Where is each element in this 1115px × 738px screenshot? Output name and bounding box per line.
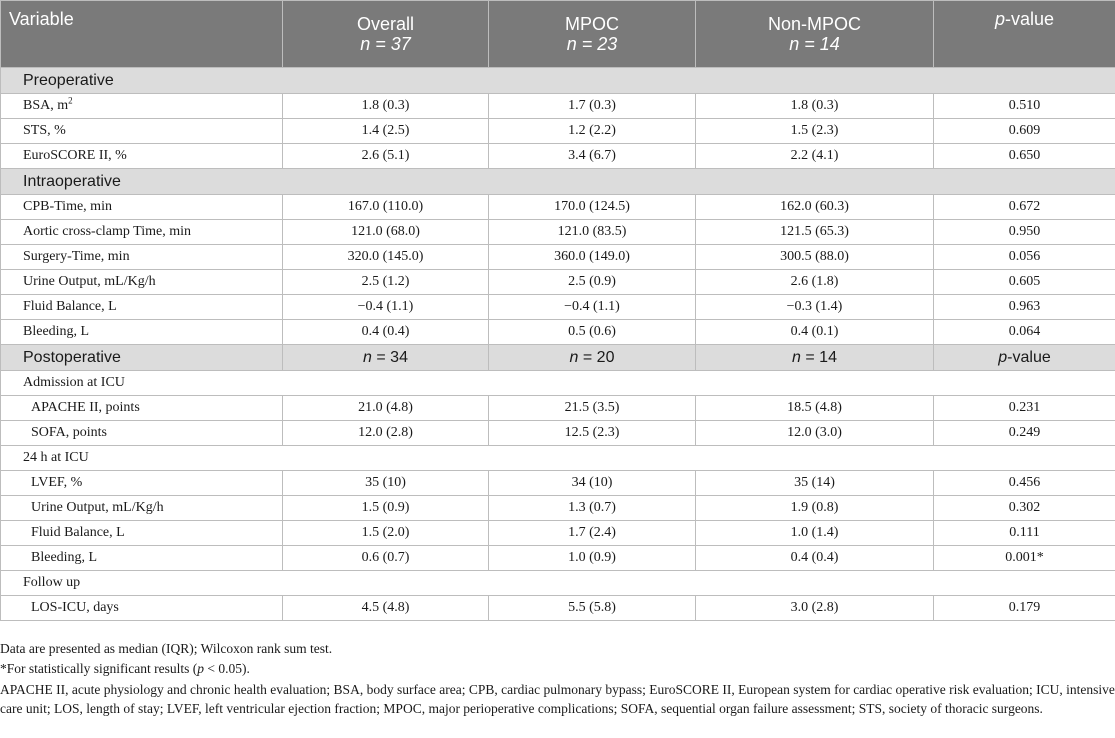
cell-mpoc: 1.2 (2.2) [489,119,696,144]
cell-pvalue: 0.963 [934,295,1115,320]
table-row [1,396,1115,421]
table-row [1,320,1115,345]
subsection-followup [1,571,1115,596]
cell-overall: 1.5 (2.0) [283,521,489,546]
row-label: Fluid Balance, L [1,521,283,546]
header-mpoc-label: MPOC [565,14,619,34]
table-row [1,596,1115,621]
n-letter: n [363,349,372,366]
post-n-non-mpoc [696,345,934,371]
cell-non-mpoc: 1.0 (1.4) [696,521,934,546]
cell-pvalue: 0.302 [934,496,1115,521]
row-label: LVEF, % [1,471,283,496]
n-value: = 20 [582,349,615,366]
cell-non-mpoc: 18.5 (4.8) [696,396,934,421]
section-title: Intraoperative [1,169,1115,195]
cell-non-mpoc: 1.9 (0.8) [696,496,934,521]
cell-non-mpoc: 300.5 (88.0) [696,245,934,270]
cell-mpoc: 1.7 (2.4) [489,521,696,546]
row-label: Bleeding, L [1,546,283,571]
table-row [1,521,1115,546]
header-nonmpoc-label: Non-MPOC [767,14,861,34]
cell-pvalue: 0.605 [934,270,1115,295]
row-label: APACHE II, points [1,396,283,421]
subsection-24h [1,446,1115,471]
header-row [1,1,1115,68]
cell-pvalue: 0.456 [934,471,1115,496]
row-label: CPB-Time, min [1,195,283,220]
section-preoperative [1,68,1115,94]
cell-pvalue: 0.179 [934,596,1115,621]
subsection-title: Admission at ICU [1,371,1115,396]
n-letter: n [569,349,579,366]
cell-non-mpoc: 3.0 (2.8) [696,596,934,621]
post-pvalue-header [934,345,1115,371]
cell-non-mpoc: 1.8 (0.3) [696,94,934,119]
bsa-superscript: 2 [68,95,73,106]
table-row [1,144,1115,169]
row-label-text: BSA, m [23,98,69,113]
cell-mpoc: 12.5 (2.3) [489,421,696,446]
row-label: Urine Output, mL/Kg/h [1,496,283,521]
table-row [1,295,1115,320]
cell-non-mpoc: 121.5 (65.3) [696,220,934,245]
cell-mpoc: 5.5 (5.8) [489,596,696,621]
row-label: SOFA, points [1,421,283,446]
cell-overall: 1.4 (2.5) [283,119,489,144]
table-row [1,94,1115,119]
cell-overall: 167.0 (110.0) [283,195,489,220]
header-mpoc-n: n = 23 [566,34,618,54]
header-overall-n: n = 37 [360,34,411,54]
subsection-title: 24 h at ICU [1,446,1115,471]
cell-mpoc: 2.5 (0.9) [489,270,696,295]
cell-mpoc: 1.3 (0.7) [489,496,696,521]
table-row [1,220,1115,245]
cell-mpoc: 3.4 (6.7) [489,144,696,169]
footnote-data: Data are presented as median (IQR); Wilcoxon rank sum test. [0,641,333,656]
row-label: Fluid Balance, L [1,295,283,320]
table-row [1,245,1115,270]
cell-pvalue: 0.064 [934,320,1115,345]
row-label: Bleeding, L [1,320,283,345]
row-label: LOS-ICU, days [1,596,283,621]
cell-overall: 4.5 (4.8) [283,596,489,621]
cell-non-mpoc: 35 (14) [696,471,934,496]
subsection-title: Follow up [1,571,1115,596]
p-letter: p [998,349,1008,366]
cell-non-mpoc: 2.2 (4.1) [696,144,934,169]
header-variable: Variable [1,1,283,68]
cell-overall: 2.5 (1.2) [283,270,489,295]
cell-overall: 1.8 (0.3) [283,94,489,119]
cell-mpoc: −0.4 (1.1) [489,295,696,320]
row-label: Surgery-Time, min [1,245,283,270]
cell-overall: 0.4 (0.4) [283,320,489,345]
header-pvalue [934,1,1115,68]
cell-overall: 1.5 (0.9) [283,496,489,521]
p-rest: -value [1007,349,1051,366]
cell-pvalue: 0.111 [934,521,1115,546]
cell-overall: 2.6 (5.1) [283,144,489,169]
cell-mpoc: 1.7 (0.3) [489,94,696,119]
cell-non-mpoc: 0.4 (0.1) [696,320,934,345]
subsection-admission [1,371,1115,396]
section-title: Postoperative [1,345,283,371]
table-row [1,270,1115,295]
table-row [1,421,1115,446]
table-row [1,195,1115,220]
section-intraoperative [1,169,1115,195]
section-title: Preoperative [1,68,1115,94]
cell-pvalue: 0.510 [934,94,1115,119]
n-letter: n [792,349,801,366]
n-value: = 34 [376,349,408,366]
row-label: EuroSCORE II, % [1,144,283,169]
cell-pvalue: 0.231 [934,396,1115,421]
cell-pvalue: 0.950 [934,220,1115,245]
n-value: = 14 [805,349,837,366]
footnote-sig-a: *For statistically significant results ( [0,661,198,676]
post-n-mpoc [489,345,696,371]
cell-mpoc: 1.0 (0.9) [489,546,696,571]
cell-mpoc: 121.0 (83.5) [489,220,696,245]
table-row [1,119,1115,144]
cell-mpoc: 34 (10) [489,471,696,496]
row-label: Aortic cross-clamp Time, min [1,220,283,245]
cell-pvalue: 0.056 [934,245,1115,270]
footnote-abbreviations: APACHE II, acute physiology and chronic health evaluation; BSA, body surface area; CPB, cardiac pulmonary bypass; EuroSCORE II, European system for cardiac operative risk evaluation; ICU, intensive care unit; LOS, length of stay; LVEF, left ventricular ejection fraction; MPOC, major perioperative complications; SOFA, sequential organ failure assessment; STS, society of thoracic surgeons. [0,682,1115,716]
table-row [1,471,1115,496]
cell-pvalue: 0.609 [934,119,1115,144]
cell-overall: −0.4 (1.1) [283,295,489,320]
header-overall [283,1,489,68]
header-overall-label: Overall [356,14,414,34]
cell-overall: 12.0 (2.8) [283,421,489,446]
table-row [1,496,1115,521]
header-nonmpoc-n: n = 14 [789,34,840,54]
cell-overall: 21.0 (4.8) [283,396,489,421]
cell-mpoc: 360.0 (149.0) [489,245,696,270]
row-label [1,94,283,119]
cell-non-mpoc: 2.6 (1.8) [696,270,934,295]
row-label: Urine Output, mL/Kg/h [1,270,283,295]
header-nonmpoc [696,1,934,68]
cell-overall: 121.0 (68.0) [283,220,489,245]
footnote-sig-b: < 0.05). [203,661,250,676]
cell-non-mpoc: 1.5 (2.3) [696,119,934,144]
header-pvalue-rest: -value [1004,9,1055,29]
cell-non-mpoc: 12.0 (3.0) [696,421,934,446]
header-pvalue-p: p [994,9,1005,29]
cell-mpoc: 0.5 (0.6) [489,320,696,345]
section-postoperative [1,345,1115,371]
cell-pvalue: 0.672 [934,195,1115,220]
cell-pvalue: 0.001* [934,546,1115,571]
table-row [1,546,1115,571]
row-label: STS, % [1,119,283,144]
cell-mpoc: 170.0 (124.5) [489,195,696,220]
cell-overall: 0.6 (0.7) [283,546,489,571]
footnote-sig-p: p [197,661,204,676]
cell-non-mpoc: −0.3 (1.4) [696,295,934,320]
footnote-significance [0,659,1115,678]
cell-pvalue: 0.249 [934,421,1115,446]
post-n-overall [283,345,489,371]
header-mpoc [489,1,696,68]
cell-non-mpoc: 0.4 (0.4) [696,546,934,571]
cell-overall: 35 (10) [283,471,489,496]
cell-mpoc: 21.5 (3.5) [489,396,696,421]
cell-overall: 320.0 (145.0) [283,245,489,270]
cell-non-mpoc: 162.0 (60.3) [696,195,934,220]
cell-pvalue: 0.650 [934,144,1115,169]
